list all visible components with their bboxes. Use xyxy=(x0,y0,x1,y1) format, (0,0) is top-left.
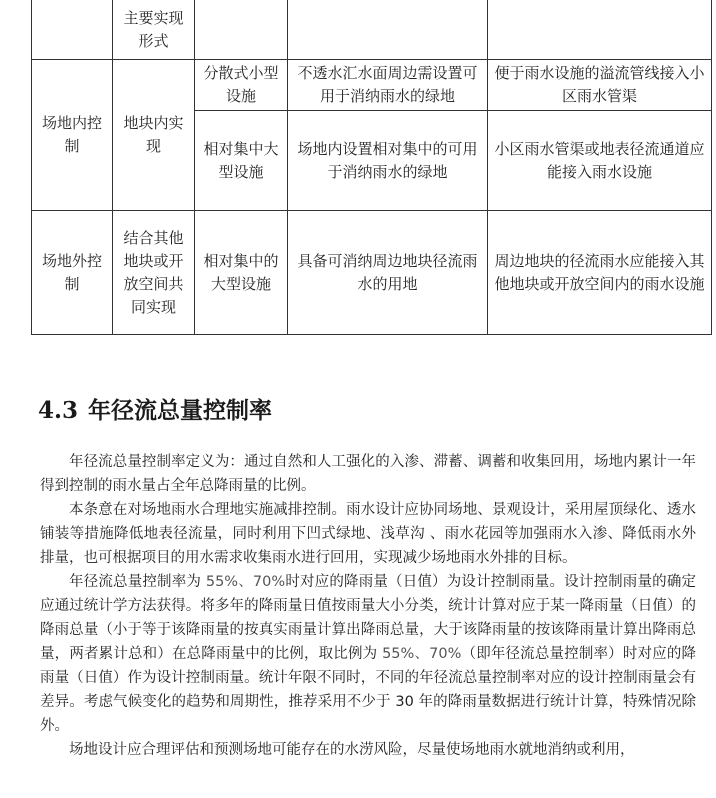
section-heading xyxy=(38,392,272,425)
measure-cell: 小区雨水管渠或地表径流通道应能接入雨水设施 xyxy=(488,111,712,211)
paragraph-text: 年径流总量控制率为 xyxy=(69,574,206,590)
percentage-text: 55%、70% xyxy=(382,646,462,662)
paragraph: 年径流总量控制率定义为：通过自然和人工强化的入渗、滞蓄、调蓄和收集回用，场地内累计一年得到控制的雨水量占全年总降雨量的比例。 xyxy=(40,454,696,494)
table-cell xyxy=(195,0,288,60)
facility-cell: 相对集中大型设施 xyxy=(195,111,288,211)
paragraph-text: 时对应的降雨量（日值）为设计控制雨量。设计控制雨量的确定应通过统计学方法获得。将多年的降雨量日值按雨量大小分类，统计计算对应于某一降雨量（日值）的降雨总量（小于等于该降雨量的按真实雨量计算出降雨总量，大于该降雨量的按该降雨量计算出降雨总量，两者累计总和）在总降雨量中的比例，取比例为 xyxy=(40,574,696,662)
paragraph-text: （即年径流总量控制率）时对应的降雨量（日值）作为设计控制雨量。统计年限不同时，不同的年径流总量控制率对应的设计控制雨量会有差异。考虑气候变化的趋势和周期性，推荐采用不少于 30 年的降雨量数据进行统计计算，特殊情况除外。 xyxy=(40,646,696,734)
section-title: 年径流总量控制率 xyxy=(88,397,273,424)
offsite-form-cell: 结合其他地块或开放空间共同实现 xyxy=(113,211,195,335)
table-cell xyxy=(32,0,113,60)
measure-cell: 周边地块的径流雨水应能接入其他地块或开放空间内的雨水设施 xyxy=(488,211,712,335)
onsite-control-cell: 场地内控制 xyxy=(32,60,113,211)
paragraph xyxy=(40,570,696,738)
facility-cell: 分散式小型设施 xyxy=(195,60,288,111)
table-row xyxy=(32,211,712,335)
onsite-form-cell: 地块内实现 xyxy=(113,60,195,211)
measure-cell: 便于雨水设施的溢流管线接入小区雨水管渠 xyxy=(488,60,712,111)
section-body xyxy=(40,450,696,762)
paragraph: 场地设计应合理评估和预测场地可能存在的水涝风险，尽量使场地雨水就地消纳或利用， xyxy=(69,742,635,758)
table-cell xyxy=(488,0,712,60)
facility-cell: 相对集中的大型设施 xyxy=(195,211,288,335)
stormwater-control-table xyxy=(31,0,712,335)
table-cell xyxy=(288,0,488,60)
requirement-cell: 不透水汇水面周边需设置可用于消纳雨水的绿地 xyxy=(288,60,488,111)
requirement-cell: 场地内设置相对集中的可用于消纳雨水的绿地 xyxy=(288,111,488,211)
main-form-header-cell: 主要实现形式 xyxy=(113,0,195,60)
table-row xyxy=(32,60,712,111)
percentage-text: 55%、70% xyxy=(205,574,286,590)
table-row xyxy=(32,0,712,60)
section-number: 4.3 xyxy=(38,397,79,424)
requirement-cell: 具备可消纳周边地块径流雨水的用地 xyxy=(288,211,488,335)
offsite-control-cell: 场地外控制 xyxy=(32,211,113,335)
paragraph: 本条意在对场地雨水合理地实施减排控制。雨水设计应协同场地、景观设计，采用屋顶绿化、透水铺装等措施降低地表径流量，同时利用下凹式绿地、浅草沟 、雨水花园等加强雨水入渗、降低雨水外排量，也可根据项目的用水需求收集雨水进行回用，实现减少场地雨水外排的目标。 xyxy=(40,502,696,566)
